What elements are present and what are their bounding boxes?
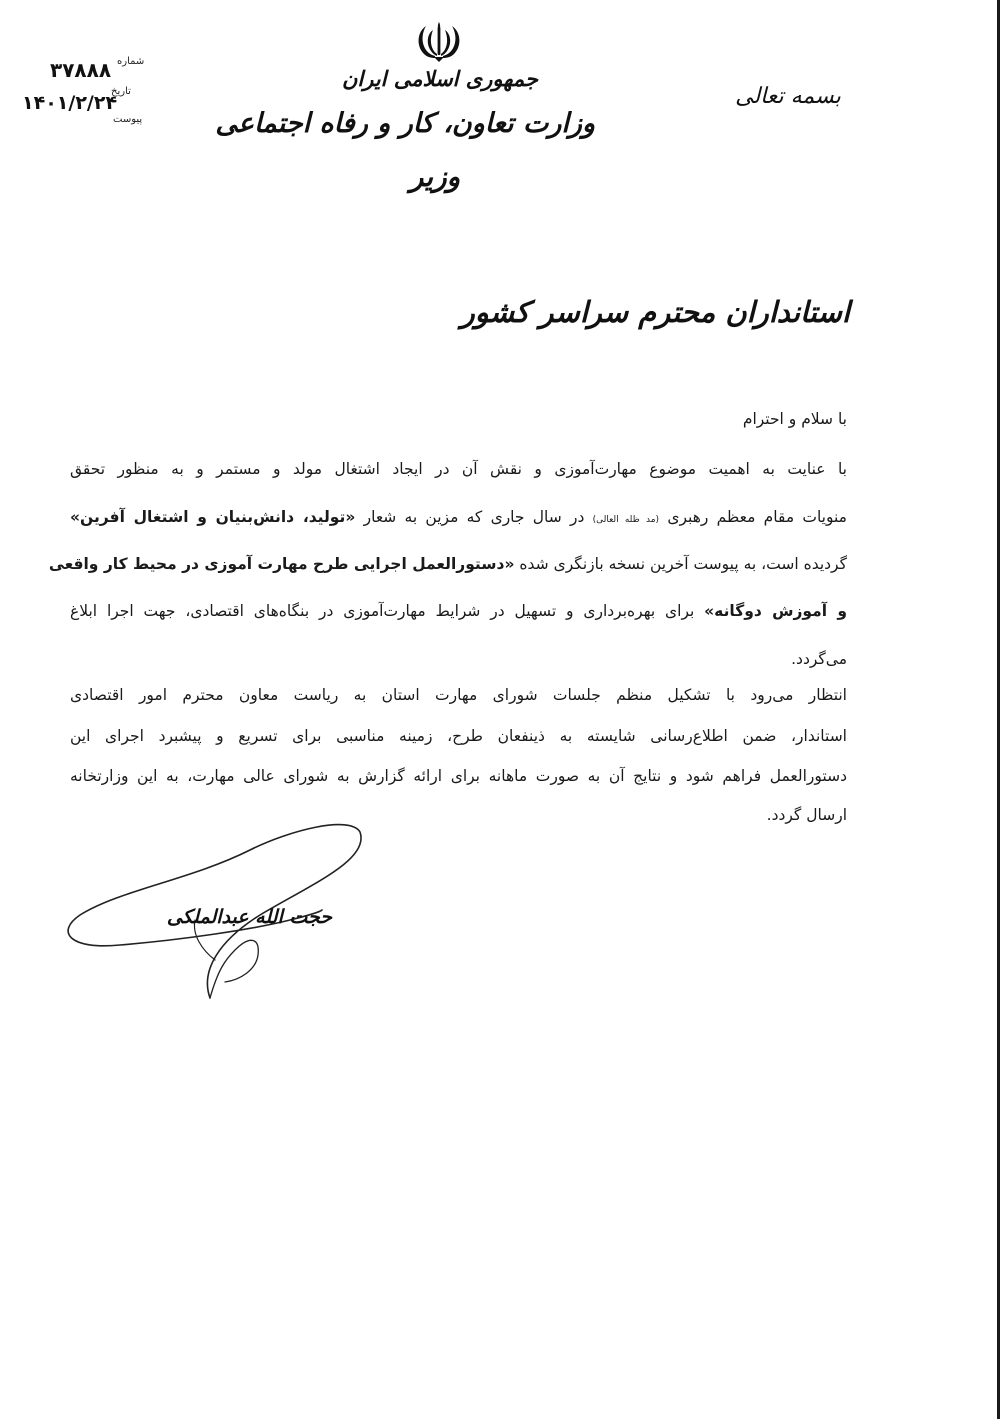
p1-line-5: می‌گردد.	[791, 650, 847, 668]
signature-block	[60, 820, 380, 1010]
header-republic-title: جمهوری اسلامی ایران	[341, 66, 539, 91]
p1-text: گردیده است، به پیوست آخرین نسخه بازنگری شده	[514, 555, 847, 573]
number-label: شماره	[117, 56, 145, 67]
instruction-title-part2: و آموزش دوگانه»	[704, 602, 847, 620]
p1-line-1: با عنایت به اهمیت موضوع مهارت‌آموزی و نقش آن در ایجاد اشتغال مولد و مستمر و به منظور تحقق	[70, 460, 847, 478]
addressee-heading: استانداران محترم سراسر کشور	[460, 295, 850, 329]
instruction-title-part1: «دستورالعمل اجرایی طرح مهارت آموزی در محیط کار واقعی	[48, 555, 515, 573]
p1-text: برای بهره‌برداری و تسهیل در شرایط مهارت‌آموزی در بنگاه‌های اقتصادی، جهت اجرا ابلاغ	[70, 602, 705, 620]
signatory-name: حجت الله عبدالملکی	[166, 906, 332, 928]
p1-text: در سال جاری که مزین به شعار	[355, 508, 593, 526]
p1-line-3	[48, 555, 847, 573]
header-office-title: وزیر	[409, 160, 461, 193]
date-value: ۱۴۰۱/۲/۲۴	[22, 92, 118, 114]
date-label: تاریخ	[111, 86, 131, 97]
letter-body	[48, 410, 847, 830]
number-value: ۳۷۸۸۸	[50, 58, 112, 82]
invocation-text: بسمه تعالی	[735, 84, 841, 109]
leader-honorific: (مد ظله العالی)	[592, 515, 660, 525]
header-ministry-title: وزارت تعاون، کار و رفاه اجتماعی	[215, 108, 595, 139]
greeting-line: با سلام و احترام	[742, 410, 847, 428]
iran-emblem-icon	[412, 18, 466, 64]
p2-line-1: انتظار می‌رود با تشکیل منظم جلسات شورای مهارت استان به ریاست معاون محترم امور اقتصادی	[70, 686, 847, 704]
p1-text: منویات مقام معظم رهبری	[659, 508, 847, 526]
p1-line-4	[70, 602, 847, 620]
year-slogan: «تولید، دانش‌بنیان و اشتغال آفرین»	[70, 508, 356, 526]
p1-line-2	[70, 508, 847, 526]
p2-line-2: استاندار، ضمن اطلاع‌رسانی شایسته به ذینفعان طرح، زمینه مناسبی برای تسریع و پیشبرد اجرای این	[70, 727, 847, 745]
attachment-label: پیوست	[113, 114, 143, 125]
p2-line-3: دستورالعمل فراهم شود و نتایج آن به صورت ماهانه برای ارائه گزارش به شورای عالی مهارت، به این وزارتخانه	[70, 767, 847, 785]
p2-line-4: ارسال گردد.	[766, 806, 847, 824]
